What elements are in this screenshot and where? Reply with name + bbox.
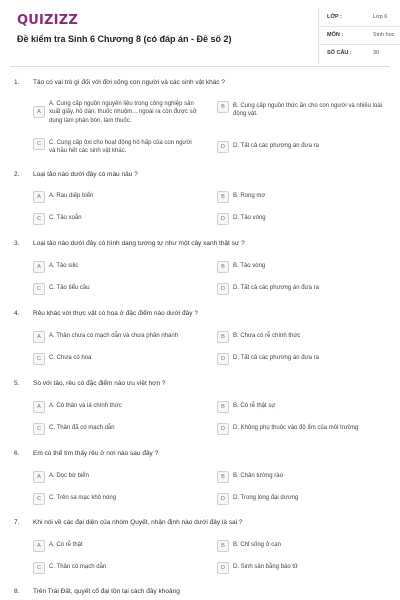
option-letter-badge: B xyxy=(217,331,229,343)
option-letter-badge: C xyxy=(33,283,45,295)
option-letter-badge: D xyxy=(217,283,229,295)
option-letter-badge: B xyxy=(217,471,229,483)
option-text: B. Chưa có rễ chính thức xyxy=(233,333,301,339)
question-number: 1. xyxy=(14,79,20,86)
option-text: D. Không phụ thuộc vào độ ẩm của môi trường xyxy=(233,425,359,431)
option-text: B. Tảo vòng xyxy=(233,263,266,269)
option-letter-badge: D xyxy=(217,562,229,574)
question-text: Tảo có vai trò gì đối với đời sống con người và các sinh vật khác ? xyxy=(33,79,226,86)
option-text: C. Thân có mạch dẫn xyxy=(49,564,107,570)
meta-row-subject xyxy=(319,26,400,45)
question-text: So với tảo, rêu có đặc điểm nào ưu việt hơn ? xyxy=(33,380,166,387)
meta-row-grade xyxy=(319,8,400,27)
option-letter-badge: C xyxy=(33,213,45,225)
option-text: D. Tất cả các phương án đưa ra xyxy=(233,143,319,149)
question-number: 7. xyxy=(14,519,20,526)
option-letter-badge: D xyxy=(217,423,229,435)
option-text: D. Sinh sản bằng bào tử xyxy=(233,564,299,570)
question-number: 6. xyxy=(14,450,20,457)
quizizz-logo: QUIZIZZ xyxy=(17,13,78,28)
question-text: Em có thể tìm thấy rêu ở nơi nào sau đây ? xyxy=(33,450,159,457)
option-letter-badge: A xyxy=(33,401,45,413)
meta-value: Sinh học xyxy=(373,32,395,38)
document-header xyxy=(10,8,395,64)
question-text: Rêu khác với thực vật có hoa ở đặc điểm nào dưới đây ? xyxy=(33,310,198,317)
question-text: Trên Trái Đất, quyết cổ đại tồn tại cách đây khoảng xyxy=(33,588,180,595)
meta-key: SỐ CÂU : xyxy=(327,50,352,56)
option-letter-badge: A xyxy=(33,471,45,483)
option-letter-badge: A xyxy=(33,331,45,343)
meta-row-count xyxy=(319,44,400,62)
question-text: Loại tảo nào dưới đây có màu nâu ? xyxy=(33,171,138,178)
option-text: A. Tảo silic xyxy=(49,263,79,269)
option-text: D. Tất cả các phương án đưa ra xyxy=(233,355,319,361)
option-text: B. Cung cấp nguồn thức ăn cho con người và nhiều loài động vật. xyxy=(233,103,383,118)
option-text: D. Trong lòng đại dương xyxy=(233,495,299,501)
option-text: A. Cung cấp nguồn nguyên liệu trong công nghiệp sản xuất giấy, hồ dán, thuốc nhuộm... ngoài ra còn được sử dụng làm phân bón, làm thuốc. xyxy=(49,101,197,124)
question-number: 4. xyxy=(14,310,20,317)
option-letter-badge: A xyxy=(33,261,45,273)
option-text: A. Rau diếp biển xyxy=(49,193,94,199)
option-letter-badge: B xyxy=(217,401,229,413)
option-text: C. Tảo tiểu cầu xyxy=(49,285,90,291)
question-number: 5. xyxy=(14,380,20,387)
option-letter-badge: B xyxy=(217,261,229,273)
option-letter-badge: B xyxy=(217,540,229,552)
option-text: C. Trên sa mạc khô nóng xyxy=(49,495,117,501)
option-text: A. Có thân và lá chính thức xyxy=(49,403,122,409)
option-text: A. Dọc bờ biển xyxy=(49,473,89,479)
option-text: B. Chân tường rào xyxy=(233,473,283,479)
option-text: C. Chưa có hoa xyxy=(49,355,92,361)
option-letter-badge: C xyxy=(33,562,45,574)
option-letter-badge: C xyxy=(33,423,45,435)
option-letter-badge: D xyxy=(217,141,229,153)
option-letter-badge: C xyxy=(33,353,45,365)
meta-key: LỚP : xyxy=(327,14,342,20)
question-text: Khi nói về các đại diện của nhóm Quyết, nhận định nào dưới đây là sai ? xyxy=(33,519,243,526)
question-number: 2. xyxy=(14,171,20,178)
option-letter-badge: A xyxy=(33,106,45,118)
option-letter-badge: D xyxy=(217,213,229,225)
question-number: 3. xyxy=(14,240,20,247)
option-text: B. Rong mơ xyxy=(233,193,266,199)
option-letter-badge: B xyxy=(217,191,229,203)
question-number: 8. xyxy=(14,588,20,595)
question-text: Loại tảo nào dưới đây có hình dạng tương tự như một cây xanh thật sự ? xyxy=(33,240,245,247)
option-text: C. Tảo xoắn xyxy=(49,215,82,221)
option-text: A. Có rễ thật xyxy=(49,542,83,548)
option-text: D. Tất cả các phương án đưa ra xyxy=(233,285,319,291)
option-text: B. Có rễ thật sự xyxy=(233,403,276,409)
option-letter-badge: B xyxy=(217,101,229,113)
meta-table xyxy=(318,8,400,64)
option-letter-badge: D xyxy=(217,353,229,365)
option-letter-badge: A xyxy=(33,191,45,203)
option-letter-badge: D xyxy=(217,493,229,505)
option-text: A. Thân chưa có mạch dẫn và chưa phân nhánh xyxy=(49,333,179,339)
meta-key: MÔN : xyxy=(327,32,344,38)
meta-value: 30 xyxy=(373,50,380,56)
header-divider xyxy=(10,66,390,67)
meta-value: Lớp 6 xyxy=(373,14,388,20)
option-letter-badge: A xyxy=(33,540,45,552)
option-letter-badge: C xyxy=(33,138,45,150)
option-text: D. Tảo vòng xyxy=(233,215,266,221)
option-text: C. Thân đã có mạch dẫn xyxy=(49,425,115,431)
option-letter-badge: C xyxy=(33,493,45,505)
option-text: C. Cung cấp ôxi cho hoạt động hô hấp của con người và hầu hết các sinh vật khác. xyxy=(49,140,192,155)
document-title: Đề kiểm tra Sinh 6 Chương 8 (có đáp án - Đề số 2) xyxy=(17,34,232,44)
option-text: B. Chỉ sống ở cạn xyxy=(233,542,281,548)
